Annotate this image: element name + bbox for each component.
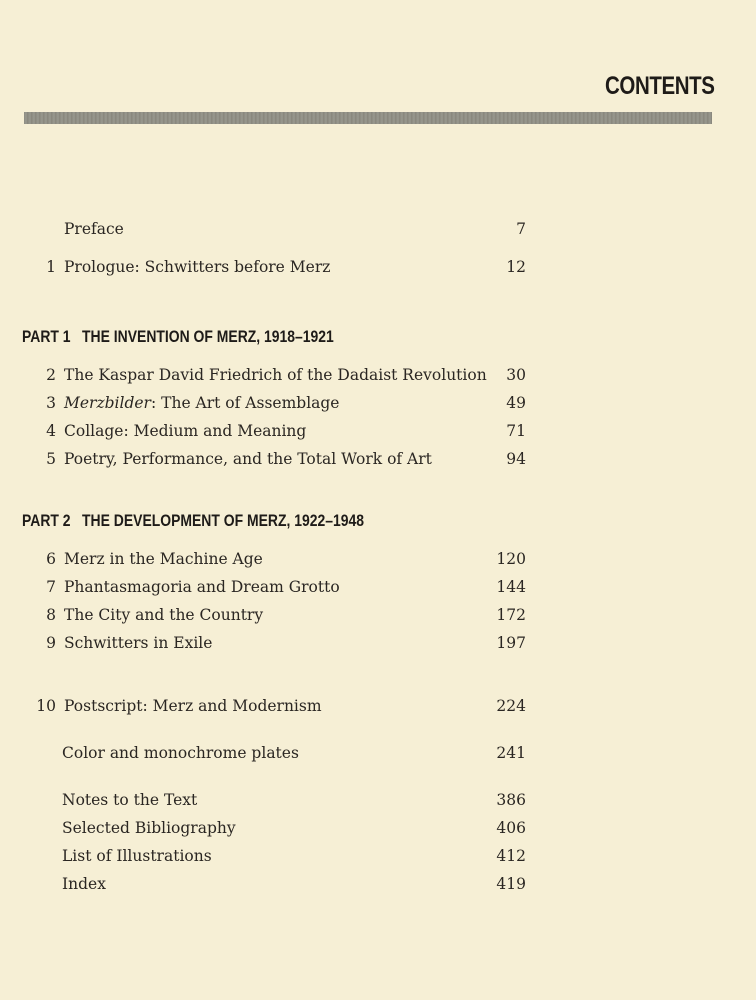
toc-entry-postscript[interactable] <box>0 697 756 721</box>
chapter-title: The City and the Country <box>64 606 264 624</box>
toc-entry-chapter-2[interactable] <box>0 366 756 390</box>
chapter-title: Preface <box>64 220 124 238</box>
page-number: 12 <box>506 258 526 276</box>
page-number: 7 <box>516 220 526 238</box>
chapter-number: 1 <box>46 258 56 276</box>
chapter-title: Index <box>62 875 106 893</box>
page-number: 49 <box>506 394 526 412</box>
toc-entry-illustrations[interactable] <box>0 847 756 871</box>
toc-entry-preface[interactable] <box>0 220 756 244</box>
toc-entry-chapter-5[interactable] <box>0 450 756 474</box>
chapter-number: 4 <box>46 422 56 440</box>
chapter-number: 8 <box>46 606 56 624</box>
toc-entry-index[interactable] <box>0 875 756 899</box>
toc-entry-plates[interactable] <box>0 744 756 768</box>
page-number: 386 <box>496 791 526 809</box>
chapter-title: Prologue: Schwitters before Merz <box>64 258 331 276</box>
chapter-title: Merz in the Machine Age <box>64 550 263 568</box>
page-number: 30 <box>506 366 526 384</box>
chapter-number: 2 <box>46 366 56 384</box>
page-number: 197 <box>496 634 526 652</box>
chapter-title: Collage: Medium and Meaning <box>64 422 307 440</box>
page-number: 144 <box>496 578 526 596</box>
page-number: 241 <box>496 744 526 762</box>
chapter-title: Color and monochrome plates <box>62 744 299 762</box>
chapter-title: List of Illustrations <box>62 847 212 865</box>
toc-entry-bibliography[interactable] <box>0 819 756 843</box>
chapter-title-rest: : The Art of Assemblage <box>150 394 340 412</box>
page-number: 120 <box>496 550 526 568</box>
header-rule <box>24 112 712 124</box>
page-number: 412 <box>496 847 526 865</box>
toc-entry-notes[interactable] <box>0 791 756 815</box>
chapter-number: 5 <box>46 450 56 468</box>
chapter-title: Phantasmagoria and Dream Grotto <box>64 578 340 596</box>
chapter-title: Notes to the Text <box>62 791 198 809</box>
chapter-number: 7 <box>46 578 56 596</box>
chapter-title-italic: Merzbilder <box>64 394 151 412</box>
page-title: CONTENTS <box>604 72 714 100</box>
part-label: PART 2 <box>22 511 71 530</box>
page-number: 224 <box>496 697 526 715</box>
part-title: THE INVENTION OF MERZ, 1918–1921 <box>82 327 334 346</box>
page-number: 172 <box>496 606 526 624</box>
toc-entry-chapter-8[interactable] <box>0 606 756 630</box>
part-label: PART 1 <box>22 327 71 346</box>
toc-entry-chapter-4[interactable] <box>0 422 756 446</box>
chapter-title: Selected Bibliography <box>62 819 236 837</box>
page-number: 71 <box>506 422 526 440</box>
chapter-number: 10 <box>36 697 56 715</box>
toc-entry-chapter-7[interactable] <box>0 578 756 602</box>
toc-entry-chapter-9[interactable] <box>0 634 756 658</box>
chapter-title <box>64 394 339 412</box>
toc-entry-chapter-3[interactable] <box>0 394 756 418</box>
chapter-number: 9 <box>46 634 56 652</box>
toc-entry-prologue[interactable] <box>0 258 756 282</box>
chapter-title: Postscript: Merz and Modernism <box>64 697 322 715</box>
chapter-title: Schwitters in Exile <box>64 634 213 652</box>
part-2-heading <box>22 511 364 531</box>
chapter-title: Poetry, Performance, and the Total Work of Art <box>64 450 432 468</box>
page-number: 406 <box>496 819 526 837</box>
part-title: THE DEVELOPMENT OF MERZ, 1922–1948 <box>82 511 365 530</box>
page-number: 94 <box>506 450 526 468</box>
part-1-heading <box>22 327 334 347</box>
chapter-number: 6 <box>46 550 56 568</box>
page-number: 419 <box>496 875 526 893</box>
chapter-number: 3 <box>46 394 56 412</box>
toc-entry-chapter-6[interactable] <box>0 550 756 574</box>
chapter-title: The Kaspar David Friedrich of the Dadaist Revolution <box>64 366 487 384</box>
